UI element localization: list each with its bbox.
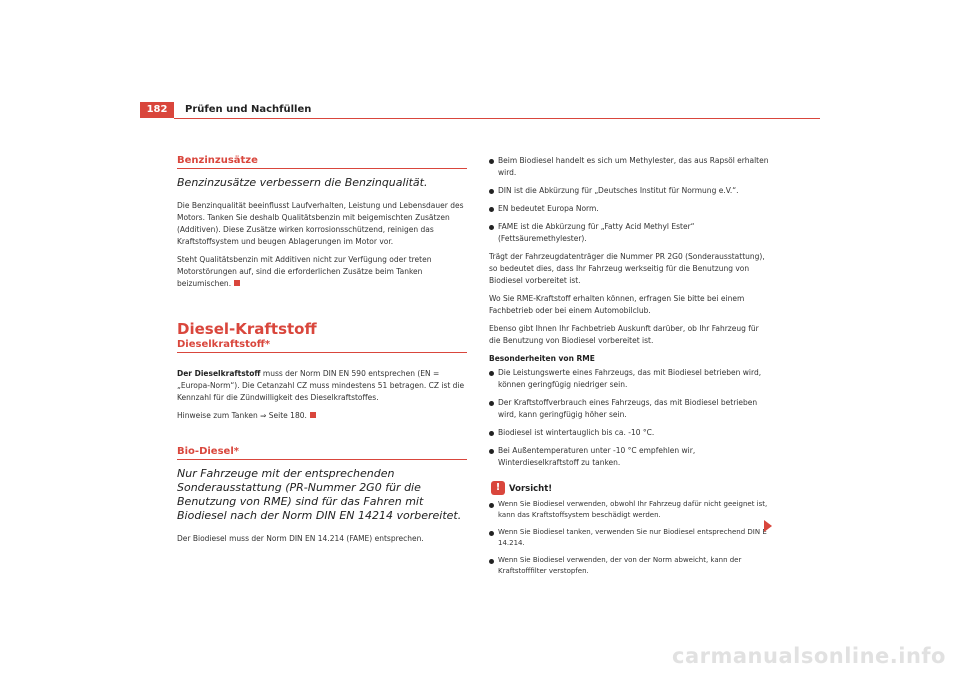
bullet-icon [489, 401, 494, 406]
subheading-rme: Besonderheiten von RME [489, 354, 595, 363]
bullet-icon [489, 225, 494, 230]
warning-icon [491, 481, 505, 495]
paragraph: Wo Sie RME-Kraftstoff erhalten können, erfragen Sie bitte bei einem Fachbetrieb oder bei einem Automobilclub. [489, 294, 745, 315]
list-item: Biodiesel ist wintertauglich bis ca. -10 °C. [489, 427, 771, 439]
list-item: Der Kraftstoffverbrauch eines Fahrzeugs, das mit Biodiesel betrieben wird, kann geringfügig höher sein. [489, 397, 771, 421]
bullet-icon [489, 189, 494, 194]
bullet-icon [489, 531, 494, 536]
bullet-icon [489, 449, 494, 454]
paragraph: Trägt der Fahrzeugdatenträger die Nummer PR 2G0 (Sonderausstattung), so bedeutet dies, dass Ihr Fahrzeug werkseitig für die Benutzung von Biodiesel vorbereitet ist. [489, 252, 765, 285]
list-item: Beim Biodiesel handelt es sich um Methylester, das aus Rapsöl erhalten wird. [489, 155, 771, 179]
section-heading-benzinzusaetze: Benzinzusätze [177, 155, 467, 169]
list-item: DIN ist die Abkürzung für „Deutsches Institut für Normung e.V.“. [489, 185, 771, 197]
bullet-icon [489, 431, 494, 436]
warning-heading: ! Vorsicht! [489, 481, 771, 497]
page-header-title: Prüfen und Nachfüllen [185, 104, 312, 115]
bullet-icon [489, 371, 494, 376]
watermark: carmanualsonline.info [672, 644, 946, 668]
next-page-arrow-icon[interactable] [764, 520, 772, 532]
page-number: 182 [140, 102, 174, 118]
lead-biodiesel: Nur Fahrzeuge mit der entsprechenden Sonderausstattung (PR-Nummer 2G0 für die Benutzung von RME) sind für das Fahren mit Biodiesel nach der Norm DIN EN 14214 vorbereitet. [177, 467, 462, 522]
section-end-marker-icon [310, 412, 316, 418]
right-column [489, 155, 771, 583]
cross-reference-link[interactable]: Hinweise zum Tanken ⇒ Seite 180. [177, 411, 307, 420]
section-end-marker-icon [234, 280, 240, 286]
list-item: EN bedeutet Europa Norm. [489, 203, 771, 215]
paragraph: Die Benzinqualität beeinflusst Laufverhalten, Leistung und Lebensdauer des Motors. Tanken Sie deshalb Qualitätsbenzin mit beigemischten Zusätzen (Additiven). Diese Zusätze wirken korrosionsschützend, reinigen das Kraftstoffsystem und beugen Ablagerungen im Motor vor. [177, 201, 464, 246]
list-item: Wenn Sie Biodiesel tanken, verwenden Sie nur Biodiesel entsprechend DIN E 14.214. [489, 527, 771, 549]
warning-box [489, 481, 771, 577]
section-heading-dieselkraftstoff: Dieselkraftstoff* [177, 339, 467, 353]
bullet-icon [489, 207, 494, 212]
list-item: Wenn Sie Biodiesel verwenden, der von der Norm abweicht, kann der Kraftstofffilter verstopfen. [489, 555, 771, 577]
bullet-icon [489, 503, 494, 508]
paragraph: Der Biodiesel muss der Norm DIN EN 14.214 (FAME) entsprechen. [177, 534, 424, 543]
header-divider [174, 118, 820, 119]
left-column [177, 155, 467, 551]
lead-benzinzusaetze: Benzinzusätze verbessern die Benzinqualität. [177, 176, 428, 189]
paragraph: Steht Qualitätsbenzin mit Additiven nicht zur Verfügung oder treten Motorstörungen auf, sind die erforderlichen Zusätze beim Tanken beizumischen. [177, 255, 432, 288]
bullet-icon [489, 159, 494, 164]
section-heading-biodiesel: Bio-Diesel* [177, 446, 467, 460]
bullet-icon [489, 559, 494, 564]
chapter-title: Diesel-Kraftstoff [177, 320, 317, 338]
paragraph: Der Dieselkraftstoff muss der Norm DIN EN 590 entsprechen (EN = „Europa-Norm“). Die Cetanzahl CZ muss mindestens 51 betragen. CZ ist die Kennzahl für die Zündwilligkeit des Dieselkraftstoffes. [177, 369, 465, 402]
list-item: Bei Außentemperaturen unter -10 °C empfehlen wir, Winterdieselkraftstoff zu tanken. [489, 445, 771, 469]
list-item: Wenn Sie Biodiesel verwenden, obwohl Ihr Fahrzeug dafür nicht geeignet ist, kann das Kraftstoffsystem beschädigt werden. [489, 499, 771, 521]
page-header [140, 102, 820, 118]
paragraph: Ebenso gibt Ihnen Ihr Fachbetrieb Auskunft darüber, ob Ihr Fahrzeug für die Benutzung von Biodiesel vorbereitet ist. [489, 324, 759, 345]
list-item: FAME ist die Abkürzung für „Fatty Acid Methyl Ester“ (Fettsäuremethylester). [489, 221, 771, 245]
list-item: Die Leistungswerte eines Fahrzeugs, das mit Biodiesel betrieben wird, können geringfügig niedriger sein. [489, 367, 771, 391]
paragraph [177, 410, 467, 422]
